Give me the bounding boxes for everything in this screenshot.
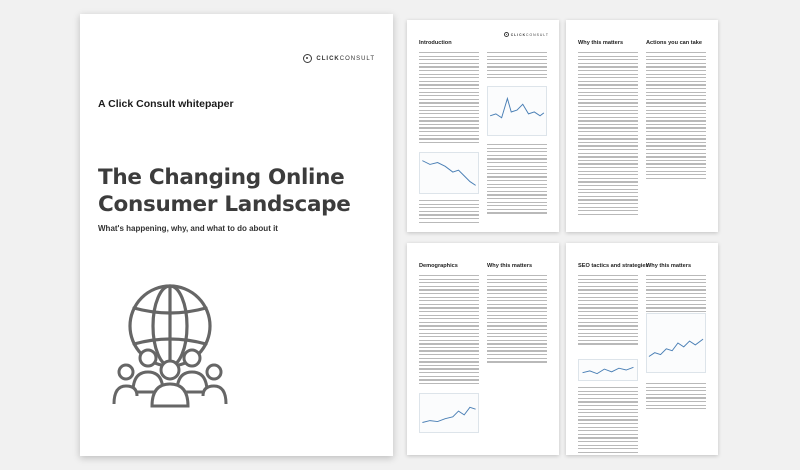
- page-introduction: [407, 20, 559, 232]
- brand-logo: [303, 54, 375, 63]
- brand-name-bold: CLICK: [316, 55, 340, 62]
- page-demographics: [407, 243, 559, 455]
- page-chart: [419, 393, 479, 433]
- page-heading-right: Why this matters: [487, 263, 533, 269]
- cover-subtitle: What's happening, why, and what to do about it: [98, 224, 278, 233]
- cover-page: [80, 14, 393, 456]
- logo-icon: [303, 54, 312, 63]
- cover-tagline: A Click Consult whitepaper: [98, 98, 234, 110]
- logo-icon: [504, 32, 509, 37]
- page-logo: CLICKCONSULT: [504, 32, 549, 37]
- page-why-this-matters: [566, 20, 718, 232]
- page-heading: Demographics: [419, 263, 458, 269]
- page-heading-right: Why this matters: [646, 263, 692, 269]
- page-heading: Why this matters: [578, 40, 624, 46]
- page-chart: [419, 152, 479, 194]
- cover-title: The Changing Online Consumer Landscape: [98, 165, 351, 217]
- page-chart: [487, 86, 547, 136]
- page-seo-tactics: [566, 243, 718, 455]
- page-heading-right: Actions you can take: [646, 40, 702, 46]
- page-heading: Introduction: [419, 40, 452, 46]
- page-heading: SEO tactics and strategies: [578, 263, 649, 269]
- page-chart: [578, 359, 638, 381]
- page-chart: [646, 313, 706, 373]
- brand-name-light: CONSULT: [339, 55, 375, 62]
- globe-with-people-icon: [111, 280, 229, 408]
